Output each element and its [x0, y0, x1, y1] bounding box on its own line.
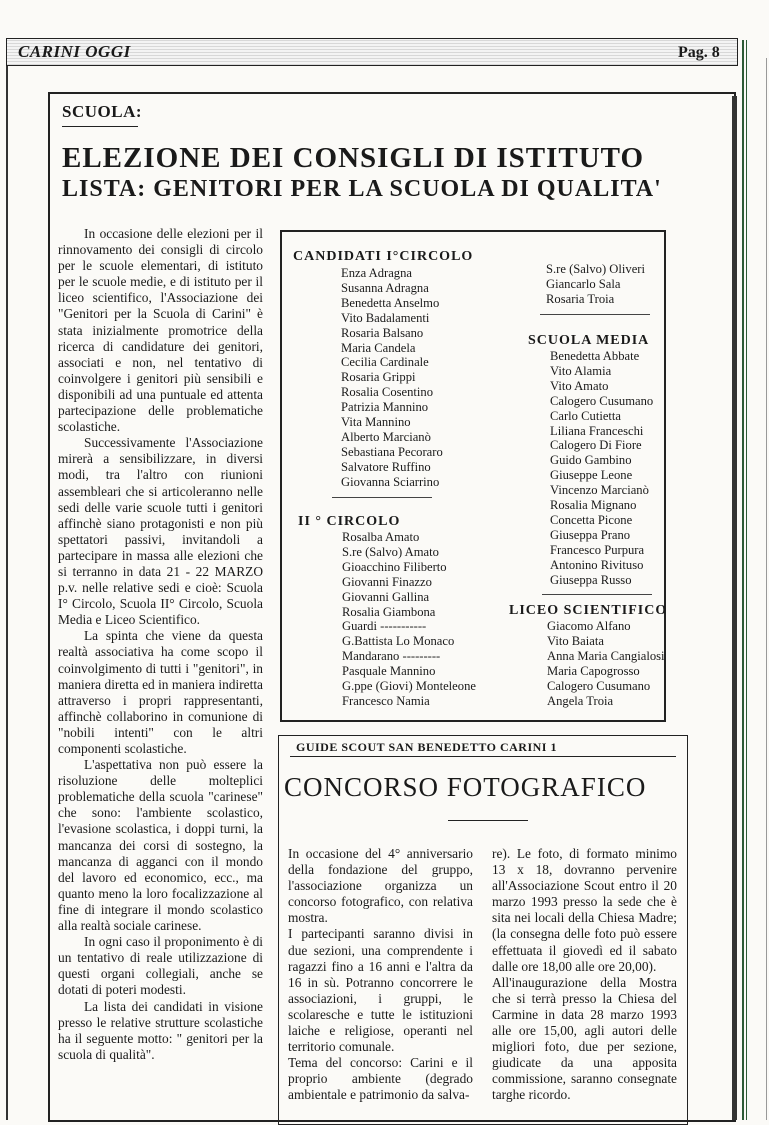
concorso-column-1 [288, 846, 473, 1104]
list-item: Giuseppa Russo [550, 572, 632, 587]
list-item: Giovanna Sciarrino [341, 474, 440, 489]
list-item: Giacomo Alfano [547, 619, 631, 633]
article-paragraph: Successivamente l'Associazione mirerà a sensibilizzare, in diversi modi, tra l'altro con riunioni assembleari che si articoleranno nelle sedi delle varie scuole tutti i genitori affinchè siano protagonisti e non più spettatori passivi, invitandoli a partecipare in massa alle elezioni che si terranno in data 21 - 22 MARZO p.v. nelle relative sedi e cioè: Scuola I° Circolo, Scuola II° Circolo, Scuola Media e Liceo Scientifico. [58, 435, 263, 628]
concorso-column-2 [492, 846, 677, 1104]
list-item: Rosaria Grippi [341, 370, 416, 385]
subheadline: LISTA: GENITORI PER LA SCUOLA DI QUALITA' [62, 176, 662, 202]
circolo1-list [341, 266, 443, 490]
circolo1-heading: CANDIDATI I°CIRCOLO [293, 249, 474, 264]
list-item: Giovanni Finazzo [342, 574, 432, 589]
frame-shadow [732, 96, 737, 1120]
list-item: G.ppe (Giovi) Monteleone [342, 679, 476, 694]
article-paragraph: La spinta che viene da questa realtà associativa ha come scopo il coinvolgimento di tutti i "genitori", in maniera diretta ed in maniera indiretta attraverso i propri rappresentanti, affinchè collaborino in comunione di "nobili intenti" con le altri componenti scolastiche. [58, 628, 263, 756]
list-item: Rosalia Cosentino [341, 385, 433, 400]
list-item: Alberto Marcianò [341, 429, 431, 444]
liceo-heading: LICEO SCIENTIFICO [509, 603, 668, 618]
list-item: S.re (Salvo) Oliveri [546, 262, 645, 276]
list-item: Vita Mannino [341, 415, 411, 430]
list-item: Vincenzo Marcianò [550, 483, 649, 498]
list-item: Francesco Namia [342, 693, 430, 708]
list-item: Antonino Rivituso [550, 557, 644, 572]
list-item: Concetta Picone [550, 512, 633, 527]
list-item: Vito Baiata [547, 633, 604, 648]
circolo2-continued-list [546, 262, 645, 307]
list-item: G.Battista Lo Monaco [342, 634, 455, 649]
title-rule [448, 820, 528, 821]
article-paragraph: In occasione delle elezioni per il rinnovamento dei consigli di circolo per le scuole elementari, di istituto per le scuole medie, e di istituto per il liceo scientifico, l'Associazione dei "Genitori per la Scuola di Carini" è stata inizialmente promotrice della ricerca di candidature dei genitori, associati e non, nel tentativo di coinvolgere i genitori più sensibili e disponibili ad una puntuale ed attenta partecipazione delle problematiche scolastiche. [58, 226, 263, 435]
article-body [58, 226, 263, 1063]
list-item: Cecilia Cardinale [341, 355, 429, 370]
list-item: Anna Maria Cangialosi [547, 648, 665, 663]
media-list [550, 349, 653, 588]
list-item: Gioacchino Filiberto [342, 559, 447, 574]
list-item: Guardi ----------- [342, 619, 427, 634]
list-item: Calogero Di Fiore [550, 438, 642, 453]
list-item: Giuseppa Prano [550, 527, 631, 542]
circolo2-heading: II ° CIRCOLO [298, 514, 401, 529]
list-item: Maria Candela [341, 340, 416, 355]
list-item: Sebastiana Pecoraro [341, 444, 443, 459]
concorso-paragraph: Tema del concorso: Carini e il proprio ambiente (degrado ambientale e patrimonio da salva- [288, 1055, 473, 1103]
list-item: S.re (Salvo) Amato [342, 544, 439, 559]
list-item: Calogero Cusumano [550, 393, 654, 408]
list-item: Carlo Cutietta [550, 408, 621, 423]
list-item: Vito Alamia [550, 363, 612, 378]
media-heading: SCUOLA MEDIA [528, 333, 650, 348]
page-number: Pag. 8 [678, 44, 720, 61]
right-frame-border [742, 40, 747, 1120]
list-item: Rosalia Giambona [342, 604, 436, 619]
kicker-rule [290, 756, 676, 757]
circolo2-list [342, 530, 476, 709]
list-item: Susanna Adragna [341, 280, 429, 295]
list-item: Enza Adragna [341, 266, 412, 280]
section-underline [62, 126, 138, 127]
list-item: Vito Amato [550, 378, 609, 393]
article-paragraph: L'aspettativa non può essere la risoluzione delle molteplici problematiche della scuola "carinese" che sono: l'ambiente scolastico, l'evasione scolastica, i doppi turni, la mancanza dei corsi di sostegno, la mancanza di agganci con il mondo del lavoro ed economico, ecc., ma quanto meno la loro focalizzazione al fine di integrare il mondo scolastico alla realtà sociale carinese. [58, 757, 263, 934]
concorso-paragraph: All'inaugurazione della Mostra che si terrà presso la Chiesa del Carmine in data 28 marzo 1993 alle ore 15,00, agli autori delle migliori foto, due per sezione, giudicate da una apposita commissione, saranno consegnate targhe ricordo. [492, 974, 677, 1103]
list-item: Giuseppe Leone [550, 468, 633, 483]
headline: ELEZIONE DEI CONSIGLI DI ISTITUTO [62, 142, 645, 174]
list-item: Rosaria Balsano [341, 325, 424, 340]
list-item: Benedetta Anselmo [341, 295, 440, 310]
list-item: Pasquale Mannino [342, 664, 436, 679]
list-divider [542, 594, 652, 595]
list-item: Benedetta Abbate [550, 349, 640, 363]
list-item: Liliana Franceschi [550, 423, 644, 438]
list-item: Mandarano --------- [342, 649, 441, 664]
list-item: Maria Capogrosso [547, 663, 640, 678]
right-edge-line [766, 58, 767, 1120]
section-label: SCUOLA: [62, 102, 143, 121]
article-paragraph: La lista dei candidati in visione presso le relative strutture scolastiche ha il seguente motto: " genitori per la scuola di qualità". [58, 998, 263, 1062]
list-divider [332, 497, 432, 498]
scout-kicker: GUIDE SCOUT SAN BENEDETTO CARINI 1 [296, 740, 557, 754]
list-item: Patrizia Mannino [341, 400, 429, 415]
list-item: Francesco Purpura [550, 542, 645, 557]
concorso-paragraph: re). Le foto, di formato minimo 13 x 18, dovranno pervenire all'Associazione Scout entro il 20 marzo 1993 presso la sede che è sita nei locali della Chiesa Madre; (la consegna delle foto può essere effettuata il giovedì ed il sabato dalle ore 18,00 alle ore 20,00). [492, 846, 677, 974]
list-item: Giancarlo Sala [546, 276, 621, 291]
list-divider [540, 314, 650, 315]
list-item: Calogero Cusumano [547, 678, 651, 693]
list-item: Giovanni Gallina [342, 589, 430, 604]
list-item: Rosaria Troia [546, 291, 615, 306]
masthead-logo: CARINI OGGI [18, 42, 131, 61]
liceo-list [547, 619, 665, 708]
list-item: Salvatore Ruffino [341, 459, 431, 474]
article-paragraph: In ogni caso il proponimento è di un tentativo di reale utilizzazione di questi organi collegiali, anche se dotati di poteri modesti. [58, 934, 263, 998]
concorso-paragraph: I partecipanti saranno divisi in due sezioni, una comprendente i ragazzi fino a 16 anni e l'altra da 16 in sù. Potranno concorrere le associazioni, i gruppi, le scolaresche e tutte le istituzioni laiche e religiose, operanti nel territorio comunale. [288, 926, 473, 1055]
list-item: Vito Badalamenti [341, 310, 430, 325]
concorso-paragraph: In occasione del 4° anniversario della fondazione del gruppo, l'associazione organizza un concorso fotografico, con relativa mostra. [288, 846, 473, 926]
list-item: Angela Troia [547, 693, 614, 708]
list-item: Rosalba Amato [342, 530, 420, 544]
list-item: Rosalia Mignano [550, 498, 637, 513]
list-item: Guido Gambino [550, 453, 632, 468]
left-frame-line [6, 66, 8, 1120]
concorso-title: CONCORSO FOTOGRAFICO [284, 772, 647, 802]
